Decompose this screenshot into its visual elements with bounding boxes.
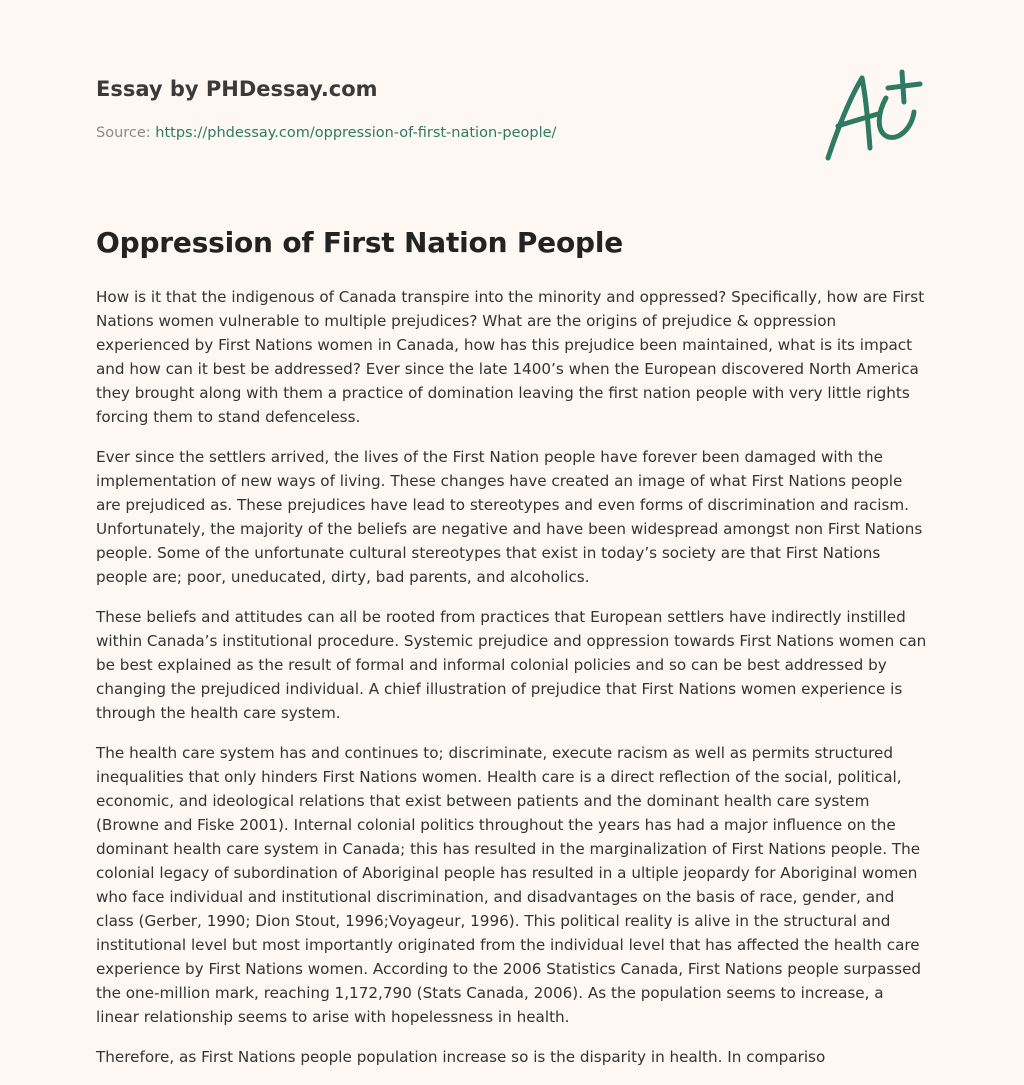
a-plus-logo-icon	[824, 68, 926, 164]
essay-paragraph: How is it that the indigenous of Canada transpire into the minority and oppressed? Specifically, how are First Nations women vulnerable to multiple prejudices? What are the origins of prejudice & oppression experienced by First Nations women in Canada, how has this prejudice been maintained, what is its impact and how can it best be addressed? Ever since the late 1400’s when the European discovered North America they brought along with them a practice of domination leaving the first nation people with very little rights forcing them to stand defenceless.	[96, 288, 925, 426]
essay-paragraph: The health care system has and continues to; discriminate, execute racism as well as permits structured inequalities that only hinders First Nations women. Health care is a direct reflection of the social, political, economic, and ideological relations that exist between patients and the dominant health care system (Browne and Fiske 2001). Internal colonial politics throughout the years has had a major influence on the dominant health care system in Canada; this has resulted in the marginalization of First Nations people. The colonial legacy of subordination of Aboriginal people has resulted in a ultiple jeopardy for Aboriginal women who face individual and institutional discrimination, and disadvantages on the basis of race, gender, and class (Gerber, 1990; Dion Stout, 1996;Voyageur, 1996). This political reality is alive in the structural and institutional level but most importantly originated from the individual level that has affected the health care experience by First Nations women. According to the 2006 Statistics Canada, First Nations people surpassed the one-million mark, reaching 1,172,790 (Stats Canada, 2006). As the population seems to increase, a linear relationship seems to arise with hopelessness in health.	[96, 744, 922, 1026]
essay-paragraph: These beliefs and attitudes can all be rooted from practices that European settlers have indirectly instilled within Canada’s institutional procedure. Systemic prejudice and oppression towards First Nations women can be best explained as the result of formal and informal colonial policies and so can be best addressed by changing the prejudiced individual. A chief illustration of prejudice that First Nations women experience is through the health care system.	[96, 608, 927, 722]
source-line	[96, 125, 556, 141]
site-title: Essay by PHDessay.com	[96, 77, 378, 101]
essay-paragraph: Ever since the settlers arrived, the lives of the First Nation people have forever been damaged with the implementation of new ways of living. These changes have created an image of what First Nations people are prejudiced as. These prejudices have lead to stereotypes and even forms of discrimination and racism. Unfortunately, the majority of the beliefs are negative and have been widespread amongst non First Nations people. Some of the unfortunate cultural stereotypes that exist in today’s society are that First Nations people are; poor, uneducated, dirty, bad parents, and alcoholics.	[96, 448, 923, 586]
essay-paragraph: Therefore, as First Nations people population increase so is the disparity in health. In compariso	[96, 1048, 826, 1066]
source-label: Source:	[96, 125, 151, 141]
source-link[interactable]: https://phdessay.com/oppression-of-first-nation-people/	[155, 125, 557, 141]
essay-page	[96, 0, 928, 1066]
essay-title: Oppression of First Nation People	[96, 226, 624, 259]
essay-body	[96, 285, 928, 1085]
page-header	[96, 0, 928, 170]
